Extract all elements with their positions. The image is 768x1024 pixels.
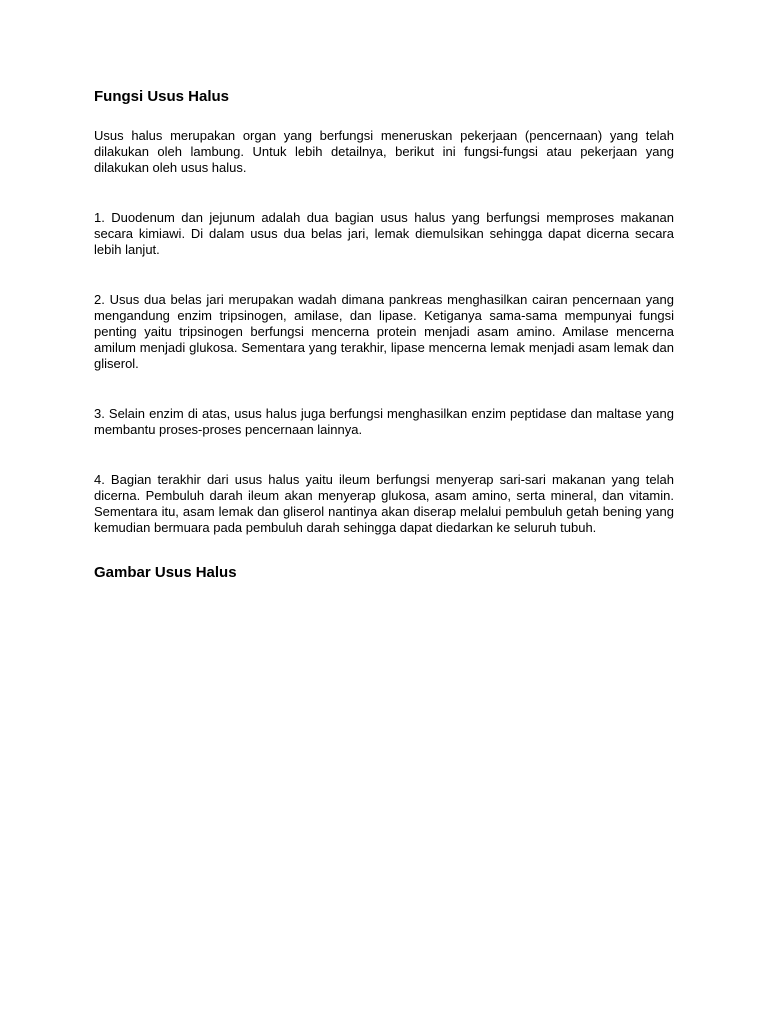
intro-paragraph: Usus halus merupakan organ yang berfungsi meneruskan pekerjaan (pencernaan) yang telah dilakukan oleh lambung. Untuk lebih detailnya, berikut ini fungsi-fungsi atau pekerjaan yang dilakukan oleh usus halus. xyxy=(94,128,674,175)
heading-fungsi-usus-halus: Fungsi Usus Halus xyxy=(94,88,230,105)
point-paragraph-1: 1. Duodenum dan jejunum adalah dua bagian usus halus yang berfungsi memproses makanan secara kimiawi. Di dalam usus dua belas jari, lemak diemulsikan sehingga dapat dicerna secara lebih lanjut. xyxy=(94,210,674,257)
point-paragraph-2: 2. Usus dua belas jari merupakan wadah dimana pankreas menghasilkan cairan pencernaan yang mengandung enzim tripsinogen, amilase, dan lipase. Ketiganya sama-sama mempunyai fungsi penting yaitu tripsinogen berfungsi mencerna protein menjadi asam amino. Amilase mencerna amilum menjadi glukosa. Sementara yang terakhir, lipase mencerna lemak menjadi asam lemak dan gliserol. xyxy=(94,292,674,371)
point-paragraph-4: 4. Bagian terakhir dari usus halus yaitu ileum berfungsi menyerap sari-sari makanan yang telah dicerna. Pembuluh darah ileum akan menyerap glukosa, asam amino, serta mineral, dan vitamin. Sementara itu, asam lemak dan gliserol nantinya akan diserap melalui pembuluh getah bening yang kemudian bermuara pada pembuluh darah sehingga dapat diedarkan ke seluruh tubuh. xyxy=(94,472,674,535)
heading-gambar-usus-halus: Gambar Usus Halus xyxy=(94,564,237,581)
point-paragraph-3: 3. Selain enzim di atas, usus halus juga berfungsi menghasilkan enzim peptidase dan maltase yang membantu proses-proses pencernaan lainnya. xyxy=(94,406,674,437)
